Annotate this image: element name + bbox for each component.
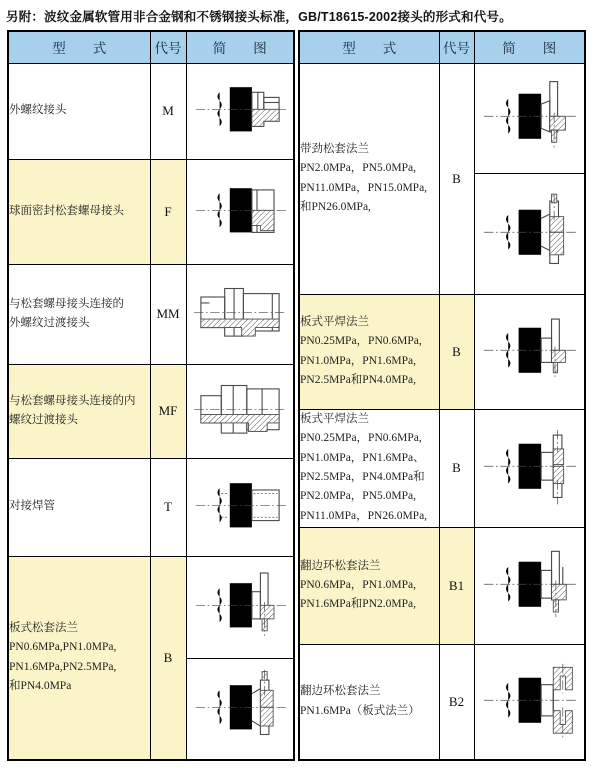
type-cell: 对接焊管: [8, 458, 150, 556]
diagram-cell: [186, 556, 294, 658]
diagram-cell: [474, 294, 585, 409]
code-cell: MM: [150, 264, 186, 364]
male-thread-joint-diagram: [189, 71, 291, 151]
type-cell: 板式平焊法兰 PN0.25MPa，PN0.6MPa, PN1.0MPa，PN1.6MPa、 PN2.5MPa，PN4.0MPa和 PN2.0MPa，PN5.0MPa, PN11.0MPa，PN26.0MPa,: [299, 409, 439, 527]
code-cell: B: [150, 556, 186, 760]
code-cell: B: [439, 63, 474, 294]
type-cell: 与松套螺母接头连接的内 螺纹过渡接头: [8, 364, 150, 458]
table-row: [299, 644, 585, 760]
fittings-table: [7, 30, 593, 761]
header-row: [8, 31, 294, 63]
table-row: [299, 409, 585, 527]
diagram-cell: [474, 644, 585, 760]
type-cell: 翻边环松套法兰 PN1.6MPa（板式法兰）: [299, 644, 439, 760]
column-header-diagram: 简 图: [186, 31, 294, 63]
diagram-cell: [186, 159, 294, 264]
diagram-cell: [474, 63, 585, 173]
type-cell: 球面密封松套螺母接头: [8, 159, 150, 264]
type-cell: 板式松套法兰 PN0.6MPa,PN1.0MPa, PN1.6MPa,PN2.5MPa, 和PN4.0MPa: [8, 556, 150, 760]
diagram-cell: [186, 63, 294, 159]
fittings-table-left: [7, 30, 295, 761]
column-header-type: 型 式: [299, 31, 439, 63]
male-female-adapter-diagram: [189, 371, 291, 451]
butt-weld-pipe-diagram: [189, 467, 291, 547]
column-header-code: 代号: [439, 31, 474, 63]
table-row: [299, 527, 585, 644]
fittings-table-right: [298, 30, 586, 761]
table-row: [8, 458, 294, 556]
diagram-cell: [474, 527, 585, 644]
column-header-diagram: 简 图: [474, 31, 585, 63]
plate-loose-flange-diagram-b: [189, 669, 291, 749]
type-cell: 带劲松套法兰 PN2.0MPa，PN5.0MPa, PN11.0MPa，PN15.0MPa, 和PN26.0MPa,: [299, 63, 439, 294]
header-row: [299, 31, 585, 63]
diagram-cell: [186, 458, 294, 556]
plate-flat-weld-flange-diagram: [477, 311, 581, 393]
lapped-ring-plate-flange-section-diagram: [477, 661, 581, 743]
code-cell: B2: [439, 644, 474, 760]
column-header-code: 代号: [150, 31, 186, 63]
neck-loose-flange-diagram-b: [477, 193, 581, 275]
type-cell: 外螺纹接头: [8, 63, 150, 159]
diagram-cell: [186, 364, 294, 458]
loose-nut-joint-diagram: [189, 172, 291, 252]
page-title: 另附：波纹金属软管用非合金钢和不锈钢接头标准，GB/T18615-2002接头的形式和代号。: [6, 10, 512, 24]
table-row: [8, 63, 294, 159]
code-cell: T: [150, 458, 186, 556]
lapped-ring-loose-flange-diagram: [477, 545, 581, 627]
neck-loose-flange-diagram-a: [477, 77, 581, 159]
table-row: [8, 556, 294, 658]
table-row: [8, 264, 294, 364]
diagram-cell: [474, 173, 585, 294]
type-cell: 板式平焊法兰 PN0.25MPa，PN0.6MPa, PN1.0MPa，PN1.6MPa, PN2.5MPa和PN4.0MPa,: [299, 294, 439, 409]
code-cell: B: [439, 294, 474, 409]
type-cell: 与松套螺母接头连接的 外螺纹过渡接头: [8, 264, 150, 364]
plate-loose-flange-diagram-a: [189, 567, 291, 647]
table-row: [299, 63, 585, 173]
code-cell: M: [150, 63, 186, 159]
code-cell: B1: [439, 527, 474, 644]
table-row: [299, 294, 585, 409]
double-male-adapter-diagram: [189, 274, 291, 354]
code-cell: MF: [150, 364, 186, 458]
type-cell: 翻边环松套法兰 PN0.6MPa，PN1.0MPa, PN1.6MPa和PN2.0MPa,: [299, 527, 439, 644]
column-header-type: 型 式: [8, 31, 150, 63]
code-cell: F: [150, 159, 186, 264]
code-cell: B: [439, 409, 474, 527]
diagram-cell: [186, 658, 294, 760]
table-row: [8, 159, 294, 264]
plate-flat-weld-flange-section-diagram: [477, 427, 581, 509]
table-row: [8, 364, 294, 458]
diagram-cell: [474, 409, 585, 527]
diagram-cell: [186, 264, 294, 364]
